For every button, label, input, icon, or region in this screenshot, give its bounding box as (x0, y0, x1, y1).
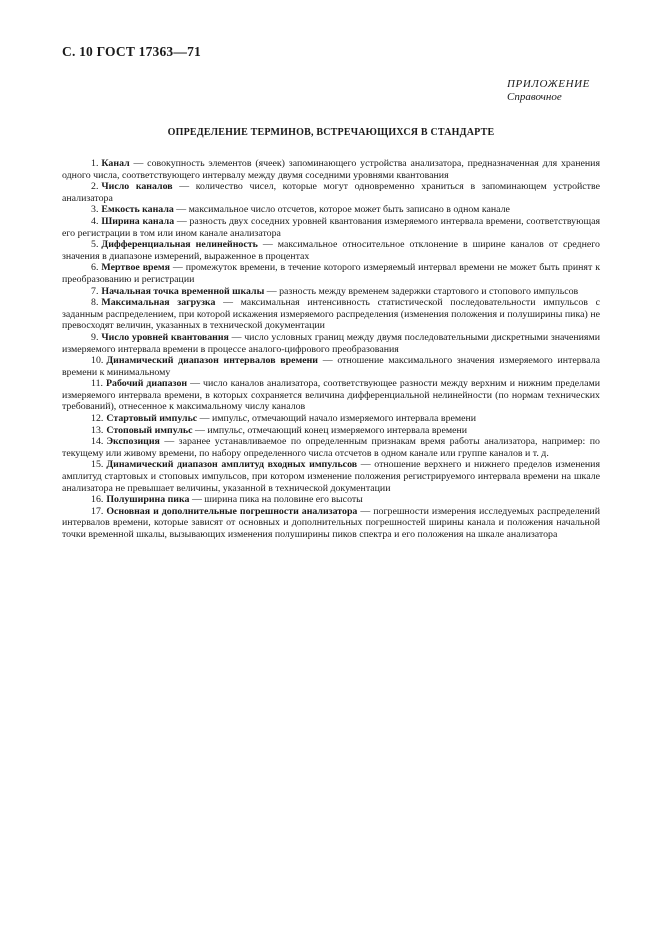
term-definition: — промежуток времени, в течение которого измеряемый интервал времени не может быть принят к преобразованию и регистрации (62, 262, 600, 285)
term-number: 2. (91, 181, 99, 193)
section-title: ОПРЕДЕЛЕНИЕ ТЕРМИНОВ, ВСТРЕЧАЮЩИХСЯ В СТАНДАРТЕ (167, 127, 495, 138)
term-name: Число уровней квантования (101, 331, 229, 343)
term-definition: — разность между временем задержки стартового и стопового импульсов (264, 285, 579, 297)
term-name: Канал (101, 158, 130, 169)
term-item (62, 286, 600, 298)
term-number: 16. (91, 494, 104, 506)
term-item (62, 506, 600, 541)
appendix-subtitle: Справочное (507, 91, 562, 103)
appendix-title: ПРИЛОЖЕНИЕ (507, 78, 590, 90)
term-item (62, 355, 600, 378)
term-name: Стоповый импульс (106, 424, 193, 436)
term-number: 5. (91, 239, 99, 251)
term-name: Полуширина пика (106, 494, 190, 506)
term-name: Емкость канала (101, 204, 174, 216)
page-header: С. 10 ГОСТ 17363—71 (62, 44, 201, 59)
term-number: 14. (91, 436, 104, 448)
term-name: Ширина канала (101, 215, 175, 227)
term-name: Стартовый импульс (106, 413, 198, 425)
term-definition: — максимальное число отсчетов, которое может быть записано в одном канале (173, 204, 510, 216)
term-item (62, 239, 600, 262)
term-number: 3. (91, 204, 99, 216)
term-definition: — разность двух соседних уровней квантования измеряемого интервала времени, соответствующая его регистрации в том или ином канале анализатора (62, 215, 601, 239)
term-number: 4. (91, 215, 99, 227)
term-definition: — максимальное относительное отклонение в ширине каналов от среднего значения в диапазоне измерений, выраженное в процентах (62, 239, 600, 262)
term-item (62, 494, 600, 506)
term-item (62, 262, 600, 285)
term-number: 11. (91, 378, 103, 390)
term-item (62, 204, 600, 216)
term-number: 9. (91, 331, 99, 343)
term-definition: — число каналов анализатора, соответствующее разности между верхним и нижним пределами измеряемого интервала времени, в которых сохраняется величина дифференциальной нелинейности (по нормам технических требований), отнесенное к максимальному числу каналов (62, 378, 600, 413)
term-number: 7. (91, 285, 99, 297)
appendix-label (507, 78, 590, 104)
term-item (62, 332, 600, 355)
term-definition: — отношение максимального значения измеряемого интервала времени к минимальному (62, 355, 600, 378)
term-definition: — число условных границ между двумя последовательными дискретными значениями измеряемого интервала времени в процессе аналого-цифрового преобразования (62, 331, 600, 355)
term-name: Динамический диапазон интервалов времени (106, 355, 318, 367)
term-item (62, 297, 600, 332)
terms-list (62, 158, 600, 541)
term-name: Экспозиция (106, 436, 160, 448)
term-number: 1. (91, 158, 99, 169)
term-name: Динамический диапазон амплитуд входных импульсов (106, 459, 358, 471)
term-number: 8. (91, 297, 99, 309)
term-item (62, 413, 600, 425)
term-definition: — отношение верхнего и нижнего пределов изменения амплитуд стартовых и стоповых импульсов, при котором изменение положения регистрируемого интервала времени на шкале анализатора не превышает величины, указанной в технической документации (62, 459, 600, 494)
term-definition: — совокупность элементов (ячеек) запоминающего устройства анализатора, предназначенная для хранения одного числа, соответствующего интервалу между двумя соседними уровнями квантования (62, 158, 600, 181)
term-definition: — количество чисел, которые могут одновременно храниться в запоминающем устройстве анализатора (62, 181, 600, 204)
term-name: Основная и дополнительные погрешности анализатора (106, 505, 358, 517)
term-item (62, 181, 600, 204)
term-number: 17. (91, 505, 104, 517)
term-number: 6. (91, 262, 99, 274)
term-definition: — максимальная интенсивность статистической последовательности импульсов с заданным распределением, при которой искажения измеряемого распределения (изменения положения и полуширины пика) не превосходят величин, указанных в технической документации (62, 297, 600, 332)
term-definition: — заранее устанавливаемое по определенным признакам время работы анализатора, например: по текущему или живому времени, по набору определенного числа отсчетов в одном канале или группе каналов и т. д. (62, 436, 600, 459)
term-name: Дифференциальная нелинейность (101, 239, 258, 251)
term-name: Рабочий диапазон (105, 378, 188, 390)
term-item (62, 436, 600, 459)
term-number: 12. (91, 413, 104, 425)
term-name: Число каналов (101, 181, 173, 193)
term-item (62, 425, 600, 437)
term-name: Начальная точка временной шкалы (101, 285, 265, 297)
term-number: 15. (91, 459, 104, 471)
term-number: 10. (91, 355, 104, 367)
term-definition: — погрешности измерения исследуемых распределений интервалов времени, которые зависят от основных и дополнительных погрешностей ширины канала и положения начальной точки временной шкалы, вызывающих изменения полуширины пиков спектра и его положения на шкале анализатора (62, 505, 600, 540)
term-name: Мертвое время (101, 262, 170, 274)
term-item (62, 216, 600, 239)
term-item (62, 378, 600, 413)
term-item (62, 158, 600, 181)
term-definition: — ширина пика на половине его высоты (189, 494, 363, 506)
term-number: 13. (91, 424, 104, 436)
term-definition: — импульс, отмечающий конец измеряемого интервала времени (192, 424, 468, 436)
term-definition: — импульс, отмечающий начало измеряемого интервала времени (197, 413, 477, 425)
term-name: Максимальная загрузка (101, 297, 216, 309)
term-item (62, 459, 600, 494)
